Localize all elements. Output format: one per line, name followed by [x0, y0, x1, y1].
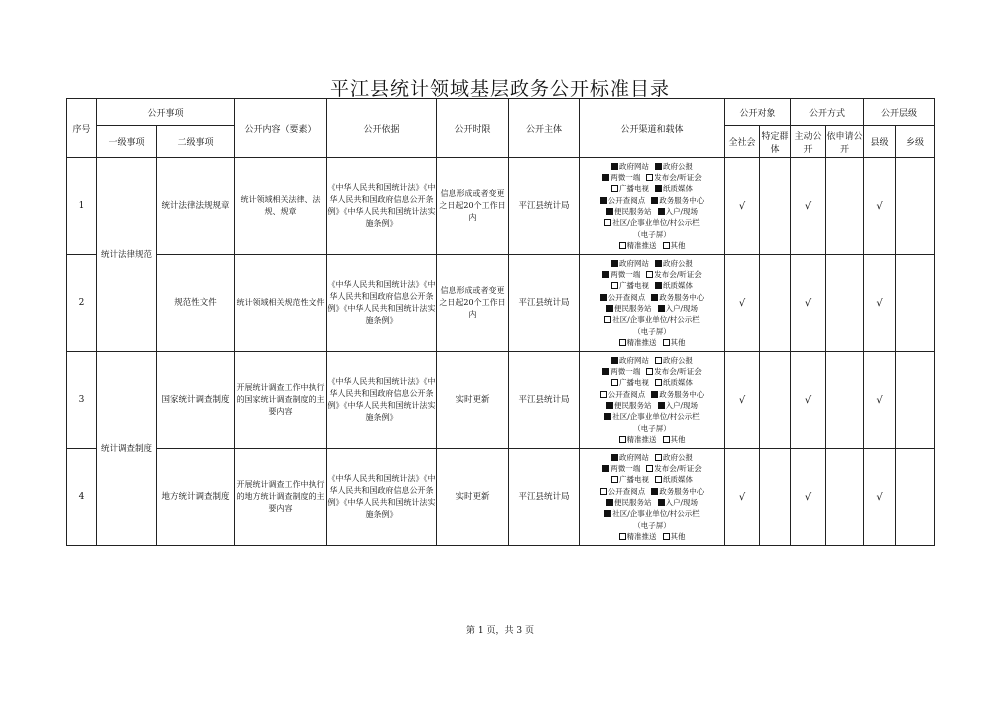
- channel-label: 精准推送: [626, 240, 657, 250]
- channel-line: [580, 497, 724, 508]
- level2-cell: 规范性文件: [157, 255, 235, 352]
- channel-label: 政府网站: [619, 258, 650, 268]
- checked-box-icon: [604, 413, 611, 420]
- table-row: [67, 255, 935, 352]
- checked-box-icon: [611, 260, 618, 267]
- unchecked-box-icon: [646, 368, 653, 375]
- subject-cell: 平江县统计局: [509, 158, 580, 255]
- channel-label: 两微一端: [610, 270, 641, 280]
- channel-label: （电子屏）: [633, 229, 671, 239]
- unchecked-box-icon: [663, 242, 670, 249]
- col-level1-header: 一级事项: [97, 126, 157, 158]
- level1-cell: 统计法律规范: [97, 158, 157, 352]
- channel-line: [580, 377, 724, 388]
- content-cell: 开展统计调查工作中执行的国家统计调查制度的主要内容: [235, 352, 327, 449]
- channel-line: [580, 463, 724, 474]
- channel-line: [580, 269, 724, 280]
- level-town-check: [896, 158, 935, 255]
- audience-specific-check: [760, 449, 791, 546]
- channel-label: 广播电视: [619, 475, 650, 485]
- level2-cell: 国家统计调查制度: [157, 352, 235, 449]
- channel-label: 政务服务中心: [659, 292, 705, 302]
- channel-label: 公开查阅点: [607, 292, 646, 302]
- channel-label: 精准推送: [626, 434, 657, 444]
- method-active-check: √: [791, 158, 826, 255]
- channel-label: 其他: [670, 337, 686, 347]
- channel-label: 入户/现场: [665, 401, 699, 410]
- channel-line: [580, 172, 724, 183]
- channel-label: 纸质媒体: [663, 281, 694, 291]
- header-row-1: [67, 99, 935, 126]
- channel-line: [580, 452, 724, 463]
- table-row: [67, 352, 935, 449]
- unchecked-box-icon: [604, 219, 611, 226]
- channel-label: 政府公报: [663, 452, 694, 462]
- checked-box-icon: [611, 357, 618, 364]
- channel-label: 其他: [670, 240, 686, 250]
- channel-line: [580, 183, 724, 194]
- channel-label: 两微一端: [610, 173, 641, 183]
- level1-cell: 统计调查制度: [97, 352, 157, 546]
- col-method-apply-header: 依申请公开: [826, 126, 864, 158]
- basis-cell: 《中华人民共和国统计法》《中华人民共和国政府信息公开条例》《中华人民共和国统计法实施条例》: [327, 158, 437, 255]
- channel-line: [580, 292, 724, 303]
- channel-label: 便民服务站: [614, 304, 652, 313]
- content-cell: 统计领域相关规范性文件: [235, 255, 327, 352]
- channel-label: 两微一端: [610, 464, 641, 474]
- channel-label: 便民服务站: [614, 498, 652, 507]
- col-method-header: 公开方式: [791, 99, 864, 126]
- channel-label: （电子屏）: [633, 326, 671, 336]
- checked-box-icon: [611, 163, 618, 170]
- subject-cell: 平江县统计局: [509, 255, 580, 352]
- method-apply-check: [826, 255, 864, 352]
- channel-line: [580, 258, 724, 269]
- unchecked-box-icon: [611, 476, 618, 483]
- page-footer: 第 1 页，共 3 页: [466, 626, 534, 636]
- channel-line: [580, 326, 724, 337]
- timelimit-cell: 实时更新: [437, 352, 509, 449]
- col-method-active-header: 主动公开: [791, 126, 826, 158]
- checked-box-icon: [606, 305, 613, 312]
- level2-cell: 地方统计调查制度: [157, 449, 235, 546]
- channel-label: 政府网站: [619, 161, 650, 171]
- channel-line: [580, 217, 724, 228]
- checked-box-icon: [602, 465, 609, 472]
- channel-label: 两微一端: [610, 367, 641, 377]
- channel-line: [580, 486, 724, 497]
- content-cell: 统计领域相关法律、法规、规章: [235, 158, 327, 255]
- checked-box-icon: [600, 294, 607, 301]
- unchecked-box-icon: [655, 357, 662, 364]
- page-title: 平江县统计领域基层政务公开标准目录: [329, 78, 670, 100]
- checked-box-icon: [604, 510, 611, 517]
- checked-box-icon: [655, 282, 662, 289]
- channel-line: [580, 400, 724, 411]
- channel-label: 广播电视: [619, 281, 650, 291]
- level-town-check: [896, 449, 935, 546]
- method-apply-check: [826, 352, 864, 449]
- channel-line: [580, 303, 724, 314]
- channel-line: [580, 508, 724, 519]
- channel-label: 精准推送: [626, 337, 657, 347]
- method-apply-check: [826, 449, 864, 546]
- unchecked-box-icon: [646, 465, 653, 472]
- unchecked-box-icon: [655, 379, 662, 386]
- col-content-header: 公开内容（要素）: [235, 99, 327, 158]
- unchecked-box-icon: [600, 391, 607, 398]
- table-row: [67, 158, 935, 255]
- channel-label: 公开查阅点: [607, 389, 646, 399]
- method-active-check: √: [791, 255, 826, 352]
- audience-all-check: √: [725, 255, 760, 352]
- channel-line: [580, 389, 724, 400]
- timelimit-cell: 实时更新: [437, 449, 509, 546]
- unchecked-box-icon: [600, 488, 607, 495]
- level-town-check: [896, 352, 935, 449]
- channel-label: 政府网站: [619, 355, 650, 365]
- audience-specific-check: [760, 158, 791, 255]
- channel-label: 入户/现场: [665, 304, 699, 313]
- channel-label: 入户/现场: [665, 498, 699, 507]
- channel-label: 社区/企事业单位/村公示栏: [612, 218, 700, 228]
- checked-box-icon: [655, 163, 662, 170]
- col-subject-header: 公开主体: [509, 99, 580, 158]
- channel-label: 发布会/听证会: [654, 173, 702, 183]
- channel-label: （电子屏）: [633, 520, 671, 530]
- col-timelimit-header: 公开时限: [437, 99, 509, 158]
- col-matter-header: 公开事项: [97, 99, 235, 126]
- channel-line: [580, 531, 724, 542]
- checked-box-icon: [606, 499, 613, 506]
- channel-line: [580, 411, 724, 422]
- unchecked-box-icon: [646, 271, 653, 278]
- level-county-check: √: [864, 449, 896, 546]
- col-level2-header: 二级事项: [157, 126, 235, 158]
- checked-box-icon: [658, 208, 665, 215]
- unchecked-box-icon: [619, 533, 626, 540]
- method-apply-check: [826, 158, 864, 255]
- row-seq: 3: [67, 352, 97, 449]
- checked-box-icon: [658, 305, 665, 312]
- method-active-check: √: [791, 352, 826, 449]
- col-level-town-header: 乡级: [896, 126, 935, 158]
- unchecked-box-icon: [611, 379, 618, 386]
- channel-label: 社区/企事业单位/村公示栏: [612, 412, 700, 422]
- col-level-header: 公开层级: [864, 99, 935, 126]
- audience-all-check: √: [725, 352, 760, 449]
- unchecked-box-icon: [655, 454, 662, 461]
- channel-line: [580, 240, 724, 251]
- row-seq: 4: [67, 449, 97, 546]
- channel-label: 广播电视: [619, 378, 650, 388]
- channel-label: 政务服务中心: [659, 389, 705, 399]
- level-county-check: √: [864, 352, 896, 449]
- channel-label: 政府公报: [663, 355, 694, 365]
- checked-box-icon: [606, 402, 613, 409]
- subject-cell: 平江县统计局: [509, 352, 580, 449]
- basis-cell: 《中华人民共和国统计法》《中华人民共和国政府信息公开条例》《中华人民共和国统计法实施条例》: [327, 352, 437, 449]
- channel-line: [580, 314, 724, 325]
- table-row: [67, 449, 935, 546]
- timelimit-cell: 信息形成或者变更之日起20个工作日内: [437, 158, 509, 255]
- channel-line: [580, 423, 724, 434]
- unchecked-box-icon: [619, 339, 626, 346]
- col-basis-header: 公开依据: [327, 99, 437, 158]
- channel-line: [580, 520, 724, 531]
- channel-label: 便民服务站: [614, 401, 652, 410]
- col-audience-header: 公开对象: [725, 99, 791, 126]
- unchecked-box-icon: [655, 476, 662, 483]
- col-level-county-header: 县级: [864, 126, 896, 158]
- content-cell: 开展统计调查工作中执行的地方统计调查制度的主要内容: [235, 449, 327, 546]
- checked-box-icon: [600, 197, 607, 204]
- audience-specific-check: [760, 352, 791, 449]
- unchecked-box-icon: [663, 436, 670, 443]
- col-channel-header: 公开渠道和载体: [580, 99, 725, 158]
- subject-cell: 平江县统计局: [509, 449, 580, 546]
- channel-line: [580, 366, 724, 377]
- audience-all-check: √: [725, 449, 760, 546]
- channel-label: 广播电视: [619, 184, 650, 194]
- checked-box-icon: [658, 402, 665, 409]
- channel-line: [580, 434, 724, 445]
- audience-all-check: √: [725, 158, 760, 255]
- channel-label: （电子屏）: [633, 423, 671, 433]
- channel-label: 政府公报: [663, 161, 694, 171]
- channel-line: [580, 337, 724, 348]
- checked-box-icon: [606, 208, 613, 215]
- col-seq-header: 序号: [67, 99, 97, 158]
- channel-label: 精准推送: [626, 531, 657, 541]
- checked-box-icon: [611, 454, 618, 461]
- col-audience-specific-header: 特定群体: [760, 126, 791, 158]
- row-seq: 2: [67, 255, 97, 352]
- channel-label: 社区/企事业单位/村公示栏: [612, 315, 700, 325]
- unchecked-box-icon: [646, 174, 653, 181]
- checked-box-icon: [602, 174, 609, 181]
- channel-label: 发布会/听证会: [654, 464, 702, 474]
- channel-line: [580, 229, 724, 240]
- channel-label: 发布会/听证会: [654, 270, 702, 280]
- channel-label: 便民服务站: [614, 207, 652, 216]
- channel-label: 纸质媒体: [663, 475, 694, 485]
- channel-label: 公开查阅点: [607, 195, 646, 205]
- unchecked-box-icon: [619, 436, 626, 443]
- channel-cell: [580, 352, 725, 449]
- channel-label: 政务服务中心: [659, 195, 705, 205]
- checked-box-icon: [651, 197, 658, 204]
- channel-line: [580, 206, 724, 217]
- basis-cell: 《中华人民共和国统计法》《中华人民共和国政府信息公开条例》《中华人民共和国统计法实施条例》: [327, 449, 437, 546]
- channel-label: 政务服务中心: [659, 486, 705, 496]
- checked-box-icon: [602, 368, 609, 375]
- checked-box-icon: [651, 391, 658, 398]
- checked-box-icon: [602, 271, 609, 278]
- channel-line: [580, 280, 724, 291]
- channel-label: 入户/现场: [665, 207, 699, 216]
- level2-cell: 统计法律法规规章: [157, 158, 235, 255]
- channel-label: 纸质媒体: [663, 378, 694, 388]
- channel-label: 纸质媒体: [663, 184, 694, 194]
- channel-cell: [580, 255, 725, 352]
- row-seq: 1: [67, 158, 97, 255]
- checked-box-icon: [655, 185, 662, 192]
- channel-line: [580, 161, 724, 172]
- checked-box-icon: [658, 499, 665, 506]
- level-county-check: √: [864, 255, 896, 352]
- channel-line: [580, 195, 724, 206]
- level-county-check: √: [864, 158, 896, 255]
- unchecked-box-icon: [611, 282, 618, 289]
- channel-label: 政府网站: [619, 452, 650, 462]
- unchecked-box-icon: [663, 339, 670, 346]
- timelimit-cell: 信息形成或者变更之日起20个工作日内: [437, 255, 509, 352]
- channel-label: 发布会/听证会: [654, 367, 702, 377]
- level-town-check: [896, 255, 935, 352]
- channel-label: 其他: [670, 434, 686, 444]
- channel-line: [580, 474, 724, 485]
- basis-cell: 《中华人民共和国统计法》《中华人民共和国政府信息公开条例》《中华人民共和国统计法实施条例》: [327, 255, 437, 352]
- unchecked-box-icon: [663, 533, 670, 540]
- channel-label: 政府公报: [663, 258, 694, 268]
- channel-cell: [580, 449, 725, 546]
- col-audience-all-header: 全社会: [725, 126, 760, 158]
- checked-box-icon: [651, 294, 658, 301]
- channel-label: 其他: [670, 531, 686, 541]
- channel-line: [580, 355, 724, 366]
- unchecked-box-icon: [604, 316, 611, 323]
- audience-specific-check: [760, 255, 791, 352]
- channel-label: 公开查阅点: [607, 486, 646, 496]
- channel-label: 社区/企事业单位/村公示栏: [612, 509, 700, 519]
- unchecked-box-icon: [611, 185, 618, 192]
- checked-box-icon: [651, 488, 658, 495]
- method-active-check: √: [791, 449, 826, 546]
- checked-box-icon: [655, 260, 662, 267]
- catalog-table: [66, 98, 935, 546]
- unchecked-box-icon: [619, 242, 626, 249]
- channel-cell: [580, 158, 725, 255]
